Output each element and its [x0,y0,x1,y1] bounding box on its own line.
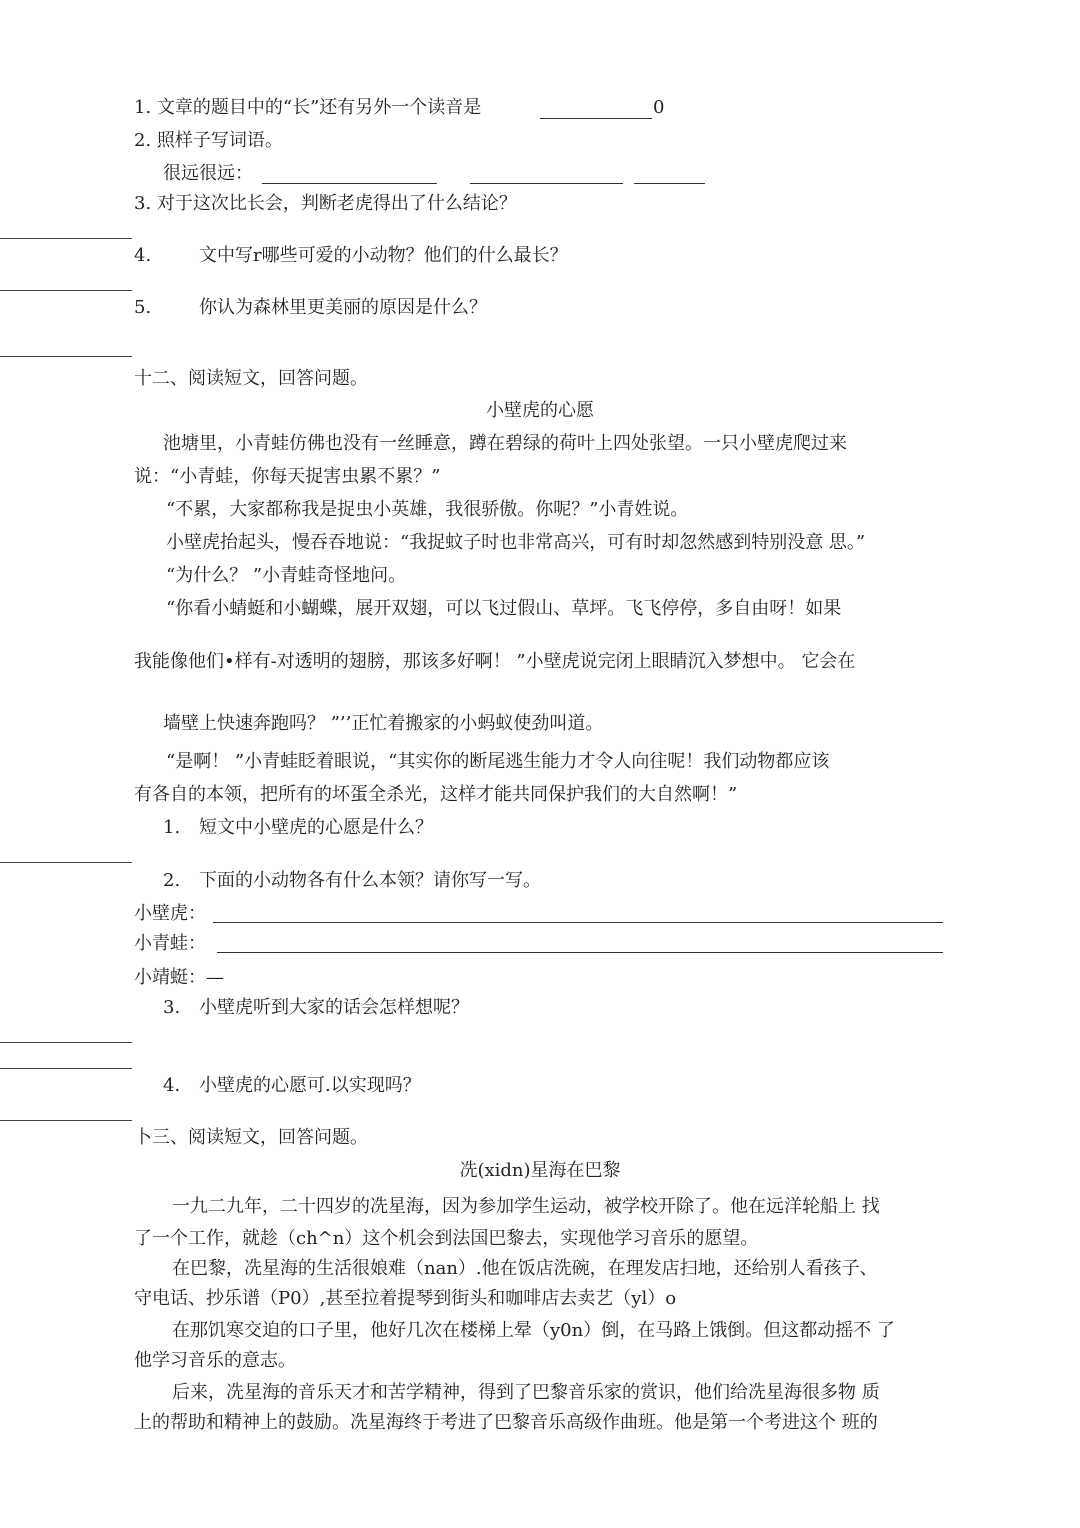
paragraph-line: 说：“小青蛙，你每天捉害虫累不累？” [134,466,441,487]
answer-line[interactable] [0,862,132,863]
question-1: 1. 文章的题目中的“长”还有另外一个读音是 [134,97,482,118]
answer-blank[interactable] [217,952,943,953]
question-4: 文中写r哪些可爱的小动物？他们的什么最长？ [199,245,568,266]
answer-blank[interactable] [540,118,652,119]
question-5-number: 5. [134,297,152,318]
section-12-heading: 十二、阅读短文，回答问题。 [134,368,368,389]
paragraph-line: 在巴黎，冼星海的生活很娘难（nan）.他在饭店洗碗，在理发店扫地，还给别人看孩子、 [172,1258,878,1279]
paragraph-line: 上的帮助和精神上的鼓励。冼星海终于考进了巴黎音乐高级作曲班。他是第一个考进这个 班的 [134,1412,878,1433]
question: 短文中小壁虎的心愿是什么？ [199,817,433,838]
answer-line[interactable] [0,1068,132,1069]
paragraph-line: 一九二九年，二十四岁的冼星海，因为参加学生运动，被学校开除了。他在远洋轮船上 找 [172,1196,880,1217]
question-5: 你认为森林里更美丽的原因是什么？ [199,297,487,318]
question-number: 1. [163,817,181,838]
paragraph-line: 池塘里，小青蛙仿佛也没有一丝睡意，蹲在碧绿的荷叶上四处张望。一只小壁虎爬过来 [163,433,847,454]
answer-line[interactable] [0,1042,132,1043]
paragraph-line: 在那饥寒交迫的口子里，他好几次在楼梯上晕（y0n）倒，在马路上饿倒。但这都动摇不 了 [172,1320,895,1341]
word-example: 很远很远： [163,163,253,184]
passage-title: 冼(xidn)星海在巴黎 [459,1160,621,1181]
paragraph-line: 墙壁上快速奔跑吗？ ”’’正忙着搬家的小蚂蚁使劲叫道。 [163,713,604,734]
paragraph-line: 他学习音乐的意志。 [134,1350,296,1371]
answer-line[interactable] [0,356,132,357]
paragraph-line: 后来，冼星海的音乐天才和苦学精神，得到了巴黎音乐家的赏识，他们给冼星海很多物 质 [172,1382,880,1403]
answer-blank[interactable] [470,183,623,184]
answer-blank[interactable] [262,183,437,184]
answer-line[interactable] [0,290,132,291]
paragraph-line: “你看小蜻蜓和小蝴蝶，展开双翅，可以飞过假山、草坪。飞飞停停，多自由呀！如果 [166,598,842,619]
question: 小壁虎的心愿可.以实现吗？ [199,1075,421,1096]
question-number: 2. [163,870,181,891]
paragraph-line: 有各自的本领，把所有的坏蛋全杀光，这样才能共同保护我们的大自然啊！” [134,784,738,805]
answer-label: 小靖蜓：— [134,967,224,988]
paragraph-line: 了一个工作，就趁（ch^n）这个机会到法国巴黎去，实现他学习音乐的愿望。 [134,1228,759,1249]
paragraph-line: “为什么？ ”小青蛙奇怪地问。 [166,565,407,586]
question-3: 3. 对于这次比长会，判断老虎得出了什么结论？ [134,193,517,214]
paragraph-line: “是啊！ ”小青蛙眨着眼说，“其实你的断尾逃生能力才令人向往呢！我们动物都应该 [166,751,830,772]
passage-title: 小壁虎的心愿 [486,400,594,421]
question-1-tail: 0 [653,97,665,118]
answer-label: 小青蛙： [134,933,206,954]
question-2: 2. 照样子写词语。 [134,130,283,151]
answer-blank[interactable] [634,183,705,184]
paragraph-line: 守电话、抄乐谱（P0）,甚至拉着提琴到街头和咖啡店去卖艺（yl）o [134,1288,677,1309]
answer-line[interactable] [0,238,132,239]
question-4-number: 4. [134,245,152,266]
paragraph-line: 小壁虎抬起头，慢吞吞地说：“我捉蚊子时也非常高兴，可有时却忽然感到特别没意 思。” [166,532,866,553]
question-number: 3. [163,997,181,1018]
question: 小壁虎听到大家的话会怎样想呢？ [199,997,469,1018]
answer-label: 小壁虎： [134,903,206,924]
answer-line[interactable] [0,1120,132,1121]
answer-blank[interactable] [213,922,943,923]
section-13-heading: 卜三、阅读短文，回答问题。 [134,1127,368,1148]
question: 下面的小动物各有什么本领？请你写一写。 [199,870,541,891]
question-number: 4. [163,1075,181,1096]
paragraph-line: 我能像他们•样有-对透明的翅膀，那该多好啊！ ”小壁虎说完闭上眼睛沉入梦想中。 它会在 [134,651,856,672]
paragraph-line: “不累，大家都称我是捉虫小英雄，我很骄傲。你呢？”小青姓说。 [166,499,689,520]
